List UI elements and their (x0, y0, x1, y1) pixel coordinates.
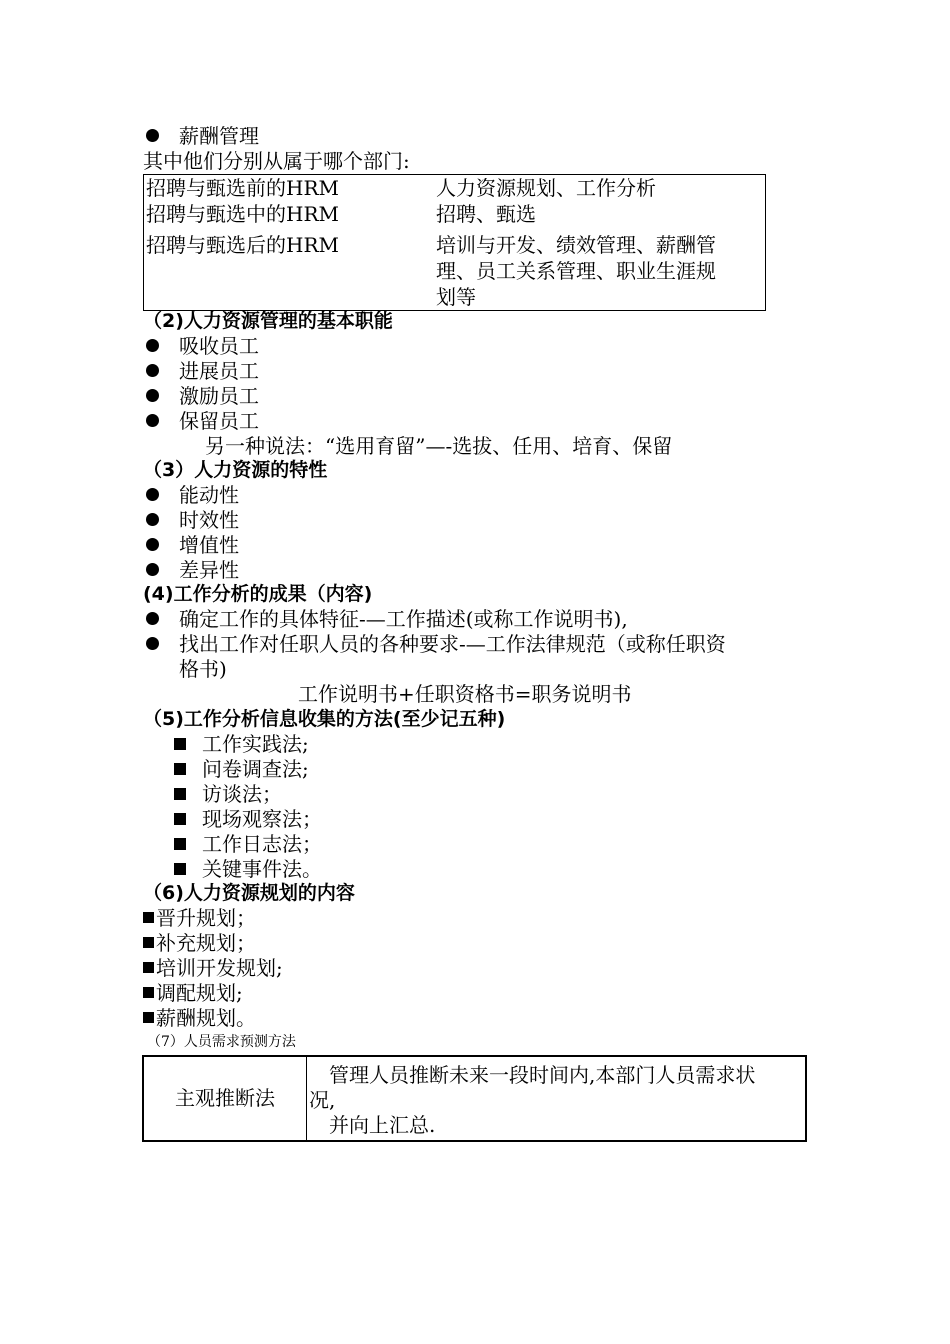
list-item: 培训开发规划; (143, 956, 283, 981)
square-bullet-icon (174, 788, 186, 800)
square-bullet-icon (143, 912, 154, 923)
list-item: 访谈法； (174, 782, 282, 807)
table-cell-content: 人力资源规划、工作分析 (436, 176, 656, 200)
list-item: 时效性 (146, 508, 239, 533)
cell-line: 培训与开发、绩效管理、薪酬管 (436, 233, 716, 257)
list-item-continuation: 格书) (179, 657, 227, 681)
table-row (144, 201, 766, 227)
list-item: 问卷调查法; (174, 757, 309, 782)
cell-line: 况, (309, 1088, 336, 1112)
list-item: 补充规划； (143, 931, 256, 956)
square-bullet-icon (143, 987, 154, 998)
square-bullet-icon (174, 813, 186, 825)
forecast-method-table (142, 1055, 807, 1142)
bullet-dot-icon (146, 488, 159, 501)
square-bullet-icon (174, 838, 186, 850)
list-item: 确定工作的具体特征-—工作描述(或称工作说明书), (146, 607, 628, 632)
hrm-stage-table (143, 174, 766, 311)
square-bullet-icon (174, 863, 186, 875)
bullet-dot-icon (146, 129, 159, 142)
list-item: 进展员工 (146, 359, 259, 384)
list-item: 差异性 (146, 558, 239, 583)
question-text: 其中他们分别从属于哪个部门: (143, 149, 410, 173)
formula-text: 工作说明书+任职资格书=职务说明书 (298, 682, 632, 706)
table-cell-content (434, 227, 766, 311)
list-item: 保留员工 (146, 409, 259, 434)
cell-line: 理、员工关系管理、职业生涯规 (436, 259, 716, 283)
bullet-item-salary: 薪酬管理 (146, 124, 259, 149)
table-row (144, 227, 766, 311)
bullet-dot-icon (146, 414, 159, 427)
cell-line: 并向上汇总. (329, 1113, 436, 1137)
table-cell-method: 主观推断法 (143, 1056, 307, 1141)
bullet-dot-icon (146, 538, 159, 551)
section-heading: (4)工作分析的成果（内容) (143, 583, 373, 605)
list-item: 工作实践法; (174, 732, 309, 757)
square-bullet-icon (143, 1012, 154, 1023)
list-item: 吸收员工 (146, 334, 259, 359)
section-heading: （2)人力资源管理的基本职能 (143, 310, 393, 332)
table-cell-description (307, 1056, 807, 1141)
square-bullet-icon (143, 937, 154, 948)
bullet-dot-icon (146, 364, 159, 377)
list-item: 工作日志法； (174, 832, 322, 857)
square-bullet-icon (174, 763, 186, 775)
table-cell-content: 招聘、甄选 (436, 202, 536, 226)
cell-line: 管理人员推断未来一段时间内,本部门人员需求状 (329, 1063, 756, 1087)
cell-line: 划等 (436, 285, 476, 309)
list-item: 晋升规划； (143, 906, 256, 931)
bullet-dot-icon (146, 637, 159, 650)
list-item: 增值性 (146, 533, 239, 558)
list-item: 薪酬规划。 (143, 1006, 256, 1031)
list-item: 关键事件法。 (174, 857, 322, 882)
list-item: 找出工作对任职人员的各种要求-—工作法律规范（或称任职资 (146, 632, 726, 657)
list-item: 现场观察法； (174, 807, 322, 832)
bullet-dot-icon (146, 339, 159, 352)
section-heading: （6)人力资源规划的内容 (143, 882, 355, 904)
note-text: 另一种说法：“选用育留”—-选拔、任用、培育、保留 (205, 434, 673, 458)
square-bullet-icon (174, 738, 186, 750)
table-row (144, 175, 766, 202)
bullet-dot-icon (146, 389, 159, 402)
section-heading: （5)工作分析信息收集的方法(至少记五种) (143, 708, 506, 730)
table-cell-stage: 招聘与甄选后的HRM (146, 233, 339, 257)
section-heading-small: （7）人员需求预测方法 (147, 1034, 296, 1050)
table-row (143, 1056, 806, 1141)
bullet-dot-icon (146, 612, 159, 625)
bullet-dot-icon (146, 563, 159, 576)
list-item: 调配规划; (143, 981, 243, 1006)
table-cell-stage: 招聘与甄选前的HRM (146, 176, 339, 200)
bullet-dot-icon (146, 513, 159, 526)
square-bullet-icon (143, 962, 154, 973)
list-item: 激励员工 (146, 384, 259, 409)
list-item: 能动性 (146, 483, 239, 508)
table-cell-stage: 招聘与甄选中的HRM (146, 202, 339, 226)
section-heading: （3）人力资源的特性 (143, 459, 328, 481)
